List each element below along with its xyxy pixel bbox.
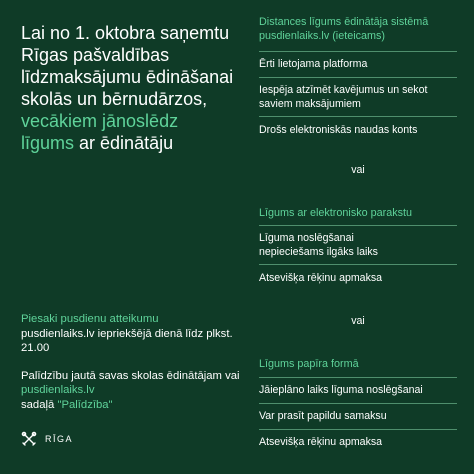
cancel-lunch-note <box>21 312 241 356</box>
section-2-item-2: Atsevišķa rēķinu apmaksa <box>259 272 383 284</box>
separator-vai-1: vai <box>351 164 365 176</box>
section-1-item-1: Ērti lietojama platforma <box>259 58 368 70</box>
riga-logo-text: RĪGA <box>45 434 74 444</box>
cancel-lunch-rest: pusdienlaiks.lv iepriekšējā dienā līdz plkst. 21.00 <box>21 327 233 354</box>
divider <box>259 77 457 78</box>
riga-coat-of-arms-icon <box>21 431 37 447</box>
divider <box>259 377 457 378</box>
headline-part2: ar ēdinātāju <box>79 133 174 153</box>
section-3-title: Līgums papīra formā <box>259 358 359 370</box>
divider <box>259 116 457 117</box>
section-2-title: Līgums ar elektronisko parakstu <box>259 207 413 219</box>
divider <box>259 225 457 226</box>
help-pre: Palīdzību jautā savas skolas ēdinātājam vai <box>21 369 240 382</box>
help-quote: "Palīdzība" <box>57 398 113 411</box>
riga-logo <box>21 431 73 447</box>
divider <box>259 429 457 430</box>
headline <box>21 22 236 154</box>
section-1-title: Distances līgums ēdinātāja sistēmā pusdienlaiks.lv (ieteicams) <box>259 16 429 42</box>
section-3-item-3: Atsevišķa rēķinu apmaksa <box>259 436 383 448</box>
section-1-item-3: Drošs elektroniskās naudas konts <box>259 124 418 136</box>
cancel-lunch-highlight: Piesaki pusdienu atteikumu <box>21 313 159 325</box>
headline-part1: Lai no 1. oktobra saņemtu Rīgas pašvaldības līdzmaksājumu ēdināšanai skolās un bērnudārzos, <box>21 23 234 109</box>
divider <box>259 403 457 404</box>
help-mid: sadaļā <box>21 398 55 411</box>
divider <box>259 264 457 265</box>
info-block <box>21 312 241 425</box>
section-3-item-2: Var prasīt papildu samaksu <box>259 410 387 422</box>
section-2-item-1: Līguma noslēgšanai nepieciešams ilgāks laiks <box>259 232 378 258</box>
help-link[interactable]: pusdienlaiks.lv <box>21 384 95 396</box>
section-1-item-2: Iespēja atzīmēt kavējumus un sekot saviem maksājumiem <box>259 84 428 110</box>
headline-highlight: vecākiem jānoslēdz līgums <box>21 111 179 153</box>
help-note <box>21 369 241 413</box>
section-3-item-1: Jāieplāno laiks līguma noslēgšanai <box>259 384 423 396</box>
divider <box>259 51 457 52</box>
separator-vai-2: vai <box>351 315 365 327</box>
